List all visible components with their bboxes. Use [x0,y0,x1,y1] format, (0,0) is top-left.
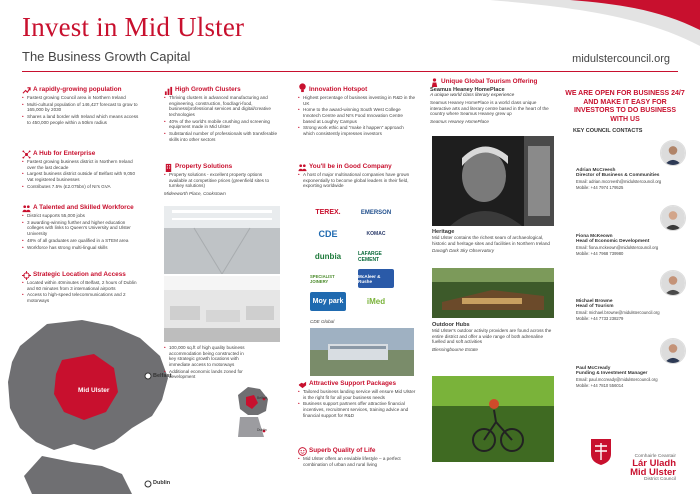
photo-caption: Seamus Heaney HomePlace [430,118,489,124]
list-item: • 3 awarding-winning further and higher education colleges with links to Queen's University and Ulster University [22,220,142,237]
section-title: Unique Global Tourism Offering [441,78,538,85]
network-icon [22,150,31,159]
council-line1: Comhairle Ceantair [634,454,676,459]
contact-mobile: Mobile: +44 7968 739980 [576,250,624,256]
logo-mcaleer-rushe: McAleer & Rushe [358,269,394,288]
header-divider [22,71,678,72]
contact-name: Paul McCready [576,366,611,371]
section-outdoor [432,322,554,352]
list-item: • Fastest growing Council area in Northern Ireland [22,95,142,101]
contact-role: Director of Business & Communities [576,173,660,178]
list-item: • Workforce has strong multi-lingual skills [22,245,142,251]
contact-name: Adrian McCreesh [576,168,616,173]
contact-mobile: Mobile: +44 7733 238279 [576,315,624,321]
contacts-title: KEY COUNCIL CONTACTS [573,128,643,134]
section-title: A Talented and Skilled Workforce [33,204,134,211]
logo-komac: KOMAC [358,224,394,243]
portrait-photo [432,136,554,226]
section-innovation [298,86,416,138]
list-item: • Located within 40minutes of Belfast, 2 hours of Dublin and 60 minutes from 3 international airports [22,280,142,291]
trend-up-icon [22,86,31,95]
page-subtitle: The Business Growth Capital [22,49,191,64]
list-item: • Thriving clusters in advanced manufacturing and engineering, construction, food/agri-food, business/professional services and digital/creative technologies [164,95,280,117]
list-item: • Contributes 7.5% (£2.075bn) of NI's GVA [22,184,142,190]
contact-card [576,234,698,256]
section-title: You'll be in Good Company [309,163,392,170]
factory-photo [310,328,414,376]
observatory-photo [432,268,554,318]
photo-caption: Blessingbourne Estate [432,346,478,352]
council-logo [630,454,676,482]
photo-caption: Davagh Dark Sky Observatory [432,248,495,254]
list-item: • Strong work ethic and "make it happen" approach which consistently impresses investors [298,125,416,136]
map-label-dublin: Dublin [153,480,171,486]
list-item: • Additional economic lands zoned for development [164,369,250,380]
section-title: Attractive Support Packages [309,380,397,387]
logo-lafarge: LAFARGE CEMENT [358,247,394,266]
cta-banner: WE ARE OPEN FOR BUSINESS 24/7 AND MAKE IT EASY FOR INVESTORS TO DO BUSINESS WITH US [565,90,685,123]
avatar [660,205,686,231]
contact-card [576,366,698,388]
seamus-subtitle: A unique world class literary experience [430,93,515,98]
list-item: • Highest percentage of business investing in R&D in the UK [298,95,416,106]
website-link[interactable]: midulstercouncil.org [572,53,670,65]
heritage-text: Mid Ulster contains the richest seam of archaeological, historic and heritage sites and facilities in Northern Ireland [432,235,550,246]
section-property [164,163,280,196]
smile-icon [298,447,307,456]
section-clusters [164,86,280,143]
cycling-photo [432,376,554,462]
lightbulb-icon [298,82,307,94]
list-item: • Property solutions - excellent property options available at competitive prices (greenfield sites to turnkey solutions) [164,172,280,189]
photo-caption: Mideeworth Place, Cookstown [164,190,226,196]
outdoor-text: Mid Ulster's outdoor activity providers are found across the entire district and offer a wide range of both adrenaline fuelled and soft activities [432,328,552,345]
section-heritage [432,229,554,253]
avatar [660,338,686,364]
list-item: • Business support partners offer attractive financial incentives, recruitment services, training advice and financial support for R&D [298,401,416,418]
list-item: • Substantial number of professionals with transferable skills into other sectors [164,131,280,142]
photo-caption: CDE Global [310,319,335,324]
list-item: • Access to high-speed telecommunications and 2 motorways [22,292,142,303]
section-title: A Hub for Enterprise [33,150,96,157]
section-population [22,86,142,127]
contact-mobile: Mobile: +44 7974 179525 [576,184,624,190]
section-title: Strategic Location and Access [33,271,126,278]
people-icon [22,204,31,213]
avatar [660,140,686,166]
section-support [298,380,416,419]
section-title: A rapidly-growing population [33,86,122,93]
council-line4: District Council [644,477,676,482]
council-line2: Lár Uladh [632,458,676,469]
office-photo [164,276,280,342]
contact-email[interactable]: Email: michael.browne@midulstercouncil.org [576,310,660,315]
contact-name: Michael Browne [576,299,613,304]
section-accommodation [164,345,250,381]
section-title: Innovation Hotspot [309,86,368,93]
header-swoosh [450,0,700,50]
list-item: • Home to the award-winning South West College Innotech Centre and NI's Food Innovation Centre based at Loughry Campus [298,107,416,124]
list-item: • Multi-cultural population of 146,427 forecast to grow to 165,000 by 2030 [22,102,142,113]
contact-role: Head of Tourism [576,304,614,309]
section-title: High Growth Clusters [175,86,241,93]
logo-emerson: EMERSON [358,203,394,222]
list-item: • Largest business district outside of Belfast with 9,050 Vat registered businesses [22,171,142,182]
logo-cde: CDE [310,224,346,243]
list-item: • Shares a land border with Ireland which means access to 450,000 people within a 50km radius [22,114,142,125]
section-title: Superb Quality of Life [309,447,376,454]
contact-email[interactable]: Email: paul.mccready@midulstercouncil.org [576,377,658,382]
map-label-belfast: Belfast [153,373,172,379]
mini-map-label-belfast: Belfast [257,396,268,400]
council-crest-icon [590,438,612,466]
contact-email[interactable]: Email: fiona.mckeown@midulstercouncil.org [576,245,659,250]
list-item: • Fastest growing business district in Northern Ireland over the last decade [22,159,142,170]
section-tourism [430,78,555,124]
handshake-icon [298,380,307,389]
contact-role: Funding & Investment Manager [576,371,648,376]
contact-card [576,299,698,321]
section-location [22,271,142,305]
chart-bars-icon [164,86,173,95]
list-item: • Mid Ulster offers an enviable lifestyle – a perfect combination of urban and rural living [298,456,416,467]
list-item: • Tailored business landing service will ensure Mid Ulster is the right fit for all your business needs [298,389,416,400]
page-title: Invest in Mid Ulster [22,12,245,42]
ni-map [2,316,174,494]
mini-map-label-dublin: Dublin [257,428,267,432]
logo-specialist-joinery: SPECIALIST JOINERY [310,269,346,288]
contact-role: Head of Economic Development [576,239,650,244]
outdoor-title: Outdoor Hubs [432,322,470,328]
section-quality-life [298,447,416,468]
seamus-title: Seamus Heaney HomePlace [430,87,505,93]
people-icon [298,163,307,172]
list-item: • 48% of all graduates are qualified in a STEM area [22,238,142,244]
logo-moy-park: Moy park [310,292,346,311]
warehouse-photo [164,206,280,274]
section-title: Property Solutions [175,163,233,170]
list-item: • 40% of the world's mobile crushing and screening equipment made in Mid Ulster [164,119,280,130]
contact-mobile: Mobile: +44 7810 556014 [576,382,624,388]
list-item: • District supports 55,000 jobs [22,213,142,219]
avatar [660,270,686,296]
contact-email[interactable]: Email: adrian.mccreesh@midulstercouncil.org [576,179,662,184]
section-workforce [22,204,142,251]
seamus-text: Seamus Heaney HomePlace is a world class unique interactive arts and literary centre based in the heart of the country where Seamus Heaney grew up [430,100,549,117]
list-item: • A host of major multinational companies have grown exponentially to become global leaders in their field, exporting worldwide [298,172,416,189]
list-item: • 100,000 sq.ft of high quality business accommodation being constructed in key strategic growth locations with immediate access to motorways [164,345,250,367]
heritage-title: Heritage [432,229,455,235]
logo-terex: TEREX. [310,203,346,222]
logo-imed: iMed [358,292,394,311]
crosshair-icon [22,271,31,280]
section-enterprise [22,150,142,191]
person-icon [430,78,439,87]
map-label-mid-ulster: Mid Ulster [78,387,110,394]
contact-card [576,168,698,190]
council-line3: Mid Ulster [630,467,676,478]
contact-name: Fiona McKeown [576,234,613,239]
caption-cde [310,317,410,324]
logo-dunbia: dunbia [310,247,346,266]
section-company [298,163,416,190]
building-icon [164,163,173,172]
